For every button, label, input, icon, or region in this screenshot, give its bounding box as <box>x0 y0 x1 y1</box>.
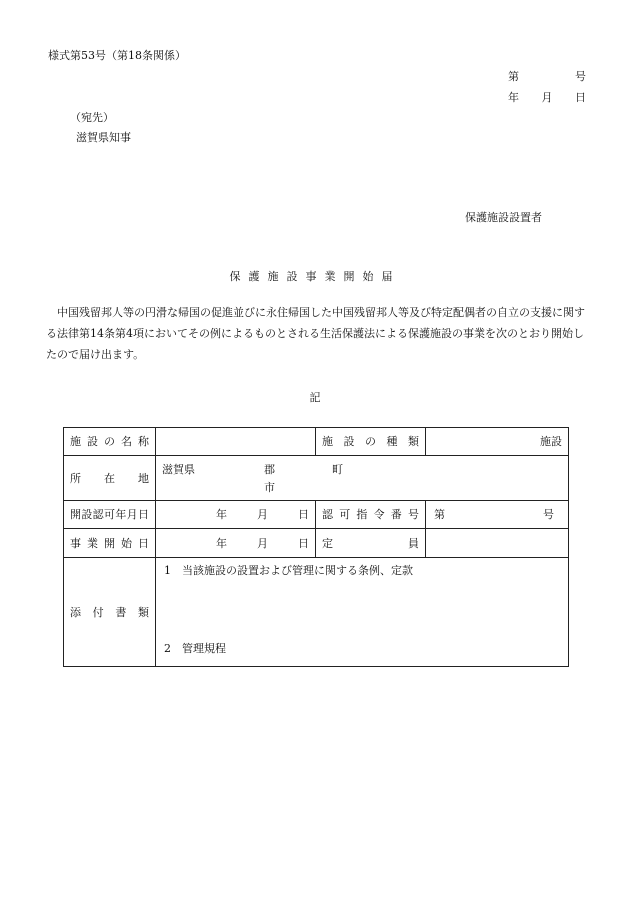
label-char: 名 <box>121 435 132 448</box>
label-char: 可 <box>103 508 115 521</box>
label-char: 種 <box>386 435 398 448</box>
establisher-label: 保護施設設置者 <box>465 211 542 224</box>
facility-name-label-text <box>70 436 149 447</box>
facility-type-field[interactable] <box>426 428 569 456</box>
label-char: 指 <box>356 508 368 521</box>
label-char: 始 <box>121 536 132 550</box>
capacity-label-text <box>322 538 419 549</box>
form-number: 様式第53号（第18条関係） <box>48 49 186 62</box>
number-suffix: 号 <box>575 70 586 83</box>
label-char: 称 <box>138 435 149 448</box>
label-char: 日 <box>138 536 149 550</box>
label-char: 員 <box>408 536 419 550</box>
label-char: 令 <box>373 508 385 521</box>
approval-number-prefix: 第 <box>434 508 445 521</box>
attachment-item-2: 2 管理規程 <box>164 642 226 655</box>
location-prefecture: 滋賀県 <box>162 463 195 476</box>
label-char: 年 <box>115 508 127 521</box>
approval-year-unit: 年 <box>216 508 227 521</box>
capacity-label <box>316 529 426 558</box>
label-char: 業 <box>87 536 98 550</box>
label-char: 可 <box>339 508 351 521</box>
label-char: 日 <box>137 508 149 521</box>
location-cho: 町 <box>332 463 343 476</box>
label-char: 認 <box>92 508 104 521</box>
document-date-line <box>508 92 586 103</box>
label-char: 地 <box>138 471 149 485</box>
location-gun: 郡 <box>264 463 275 476</box>
number-prefix: 第 <box>508 70 519 83</box>
facility-name-field[interactable] <box>156 428 316 456</box>
approval-day-unit: 日 <box>298 508 309 521</box>
start-date-label <box>64 529 156 558</box>
approval-date-field[interactable] <box>156 501 316 529</box>
approval-date-label <box>64 501 156 529</box>
facility-type-value: 施設 <box>540 435 562 448</box>
capacity-field[interactable] <box>426 529 569 558</box>
attachments-label-text <box>70 607 149 618</box>
label-char: 在 <box>104 471 115 485</box>
attachments-label <box>64 558 156 667</box>
ki-heading: 記 <box>309 391 321 404</box>
approval-date-label-text <box>70 509 149 520</box>
label-char: 設 <box>81 508 93 521</box>
start-date-field[interactable] <box>156 529 316 558</box>
row-location <box>64 456 569 501</box>
body-text: 中国残留邦人等の円滑な帰国の促進並びに永住帰国した中国残留邦人等及び特定配偶者の自立の支援に関する法律第14条第4項においてその例によるものとされる生活保護法による保護施設の事業を次のとおり開始したので届け出ます。 <box>46 306 585 361</box>
label-char: 添 <box>70 605 81 619</box>
label-char: 開 <box>104 536 115 550</box>
start-date-units <box>162 538 309 549</box>
label-char: 施 <box>70 435 81 448</box>
attachment-item-1: 1 当該施設の設置および管理に関する条例、定款 <box>164 564 413 577</box>
location-label <box>64 456 156 501</box>
label-char: 事 <box>70 536 81 550</box>
label-char: の <box>104 435 115 448</box>
date-day: 日 <box>575 91 586 104</box>
label-char: 設 <box>343 435 355 448</box>
approval-number-field[interactable] <box>426 501 569 529</box>
location-label-text <box>70 473 149 484</box>
start-date-label-text <box>70 538 149 549</box>
location-field[interactable] <box>156 456 569 501</box>
row-attachments <box>64 558 569 667</box>
label-char: 書 <box>115 605 127 619</box>
label-char: 定 <box>322 536 333 550</box>
approval-month-unit: 月 <box>257 508 268 521</box>
row-approval <box>64 501 569 529</box>
label-char: 認 <box>322 508 333 521</box>
start-year-unit: 年 <box>216 536 227 550</box>
label-char: 施 <box>322 435 333 448</box>
date-year: 年 <box>508 91 519 104</box>
facility-type-label <box>316 428 426 456</box>
row-facility <box>64 428 569 456</box>
approval-number-suffix: 号 <box>543 508 554 521</box>
addressee-label: （宛先） <box>70 111 114 124</box>
label-char: 類 <box>408 435 419 448</box>
notification-table <box>63 427 569 667</box>
label-char: 開 <box>70 508 81 521</box>
start-month-unit: 月 <box>257 536 268 550</box>
addressee: 滋賀県知事 <box>76 131 131 144</box>
label-char: 所 <box>70 471 81 485</box>
start-day-unit: 日 <box>298 536 309 550</box>
label-char: の <box>365 435 376 448</box>
approval-date-units <box>162 509 309 520</box>
row-start <box>64 529 569 558</box>
label-char: 月 <box>126 508 138 521</box>
date-month: 月 <box>541 91 553 104</box>
facility-name-label <box>64 428 156 456</box>
label-char: 号 <box>407 508 419 521</box>
location-shi: 市 <box>264 481 275 494</box>
facility-type-label-text <box>322 436 419 447</box>
label-char: 設 <box>87 435 98 448</box>
document-title: 保護施設事業開始届 <box>229 270 401 283</box>
label-char: 番 <box>390 508 402 521</box>
label-char: 類 <box>137 605 149 619</box>
approval-number-label-text <box>322 509 419 520</box>
attachments-field[interactable] <box>156 558 569 667</box>
approval-number-label <box>316 501 426 529</box>
document-number-line <box>508 71 586 82</box>
label-char: 付 <box>92 605 104 619</box>
